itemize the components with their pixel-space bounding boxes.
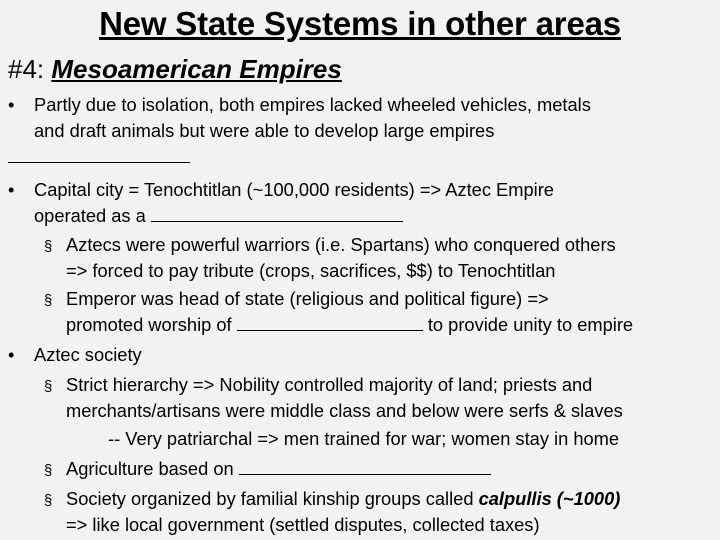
bullet-text: Partly due to isolation, both empires lacked wheeled vehicles, metals (34, 94, 591, 115)
line-text: operated as a (34, 205, 146, 226)
sub-bullet-continuation (66, 312, 633, 338)
sub-bullet-text: Aztecs were powerful warriors (i.e. Spartans) who conquered others (66, 234, 616, 255)
sub-bullet-line (44, 456, 491, 484)
emphasis-term: calpullis (~1000) (478, 488, 621, 509)
sub-bullet-text: Strict hierarchy => Nobility controlled majority of land; priests and (66, 374, 593, 395)
bullet-continuation (34, 203, 403, 229)
sub-bullet-continuation: => like local government (settled disputes, collected taxes) (66, 514, 540, 535)
sub-bullet-text: Agriculture based on (66, 458, 234, 479)
bullet-line (8, 342, 142, 368)
line-text: promoted worship of (66, 314, 232, 335)
bullet-dot: • (8, 344, 15, 365)
bullet-text: Aztec society (34, 344, 142, 365)
bullet-dot: • (8, 94, 15, 115)
sub-bullet-mark: § (44, 292, 53, 309)
bullet-continuation: and draft animals but were able to develop large empires (34, 120, 495, 141)
bullet-dot: • (8, 179, 15, 200)
sub-bullet-line (44, 486, 620, 514)
sub-bullet-continuation: => forced to pay tribute (crops, sacrifices, $$) to Tenochtitlan (66, 260, 556, 281)
sub-bullet-text: Society organized by familial kinship groups called (66, 488, 474, 509)
slide-title: New State Systems in other areas (99, 5, 621, 42)
sub-bullet-mark: § (44, 378, 53, 395)
line-text: to provide unity to empire (427, 314, 634, 335)
sub-bullet-line (44, 372, 592, 400)
blank-line (239, 458, 491, 475)
sub-bullet-line (44, 232, 616, 260)
subtitle-prefix: #4: (8, 54, 52, 84)
fill-in-blank (8, 144, 190, 170)
sub-bullet-mark: § (44, 492, 53, 509)
slide-subtitle (8, 53, 342, 85)
sub-bullet-mark: § (44, 238, 53, 255)
bullet-text: Capital city = Tenochtitlan (~100,000 residents) => Aztec Empire (34, 179, 554, 200)
bullet-line (8, 92, 591, 118)
blank-line (8, 146, 190, 163)
bullet-line (8, 177, 554, 203)
subtitle-emphasis: Mesoamerican Empires (51, 54, 342, 84)
sub-bullet-continuation: merchants/artisans were middle class and below were serfs & slaves (66, 400, 623, 421)
blank-line (151, 205, 403, 222)
sub-bullet-text: Emperor was head of state (religious and political figure) => (66, 288, 549, 309)
sub-bullet-line (44, 286, 549, 314)
sub-bullet-mark: § (44, 462, 53, 479)
blank-line (237, 314, 423, 331)
indented-note: -- Very patriarchal => men trained for war; women stay in home (108, 428, 620, 449)
